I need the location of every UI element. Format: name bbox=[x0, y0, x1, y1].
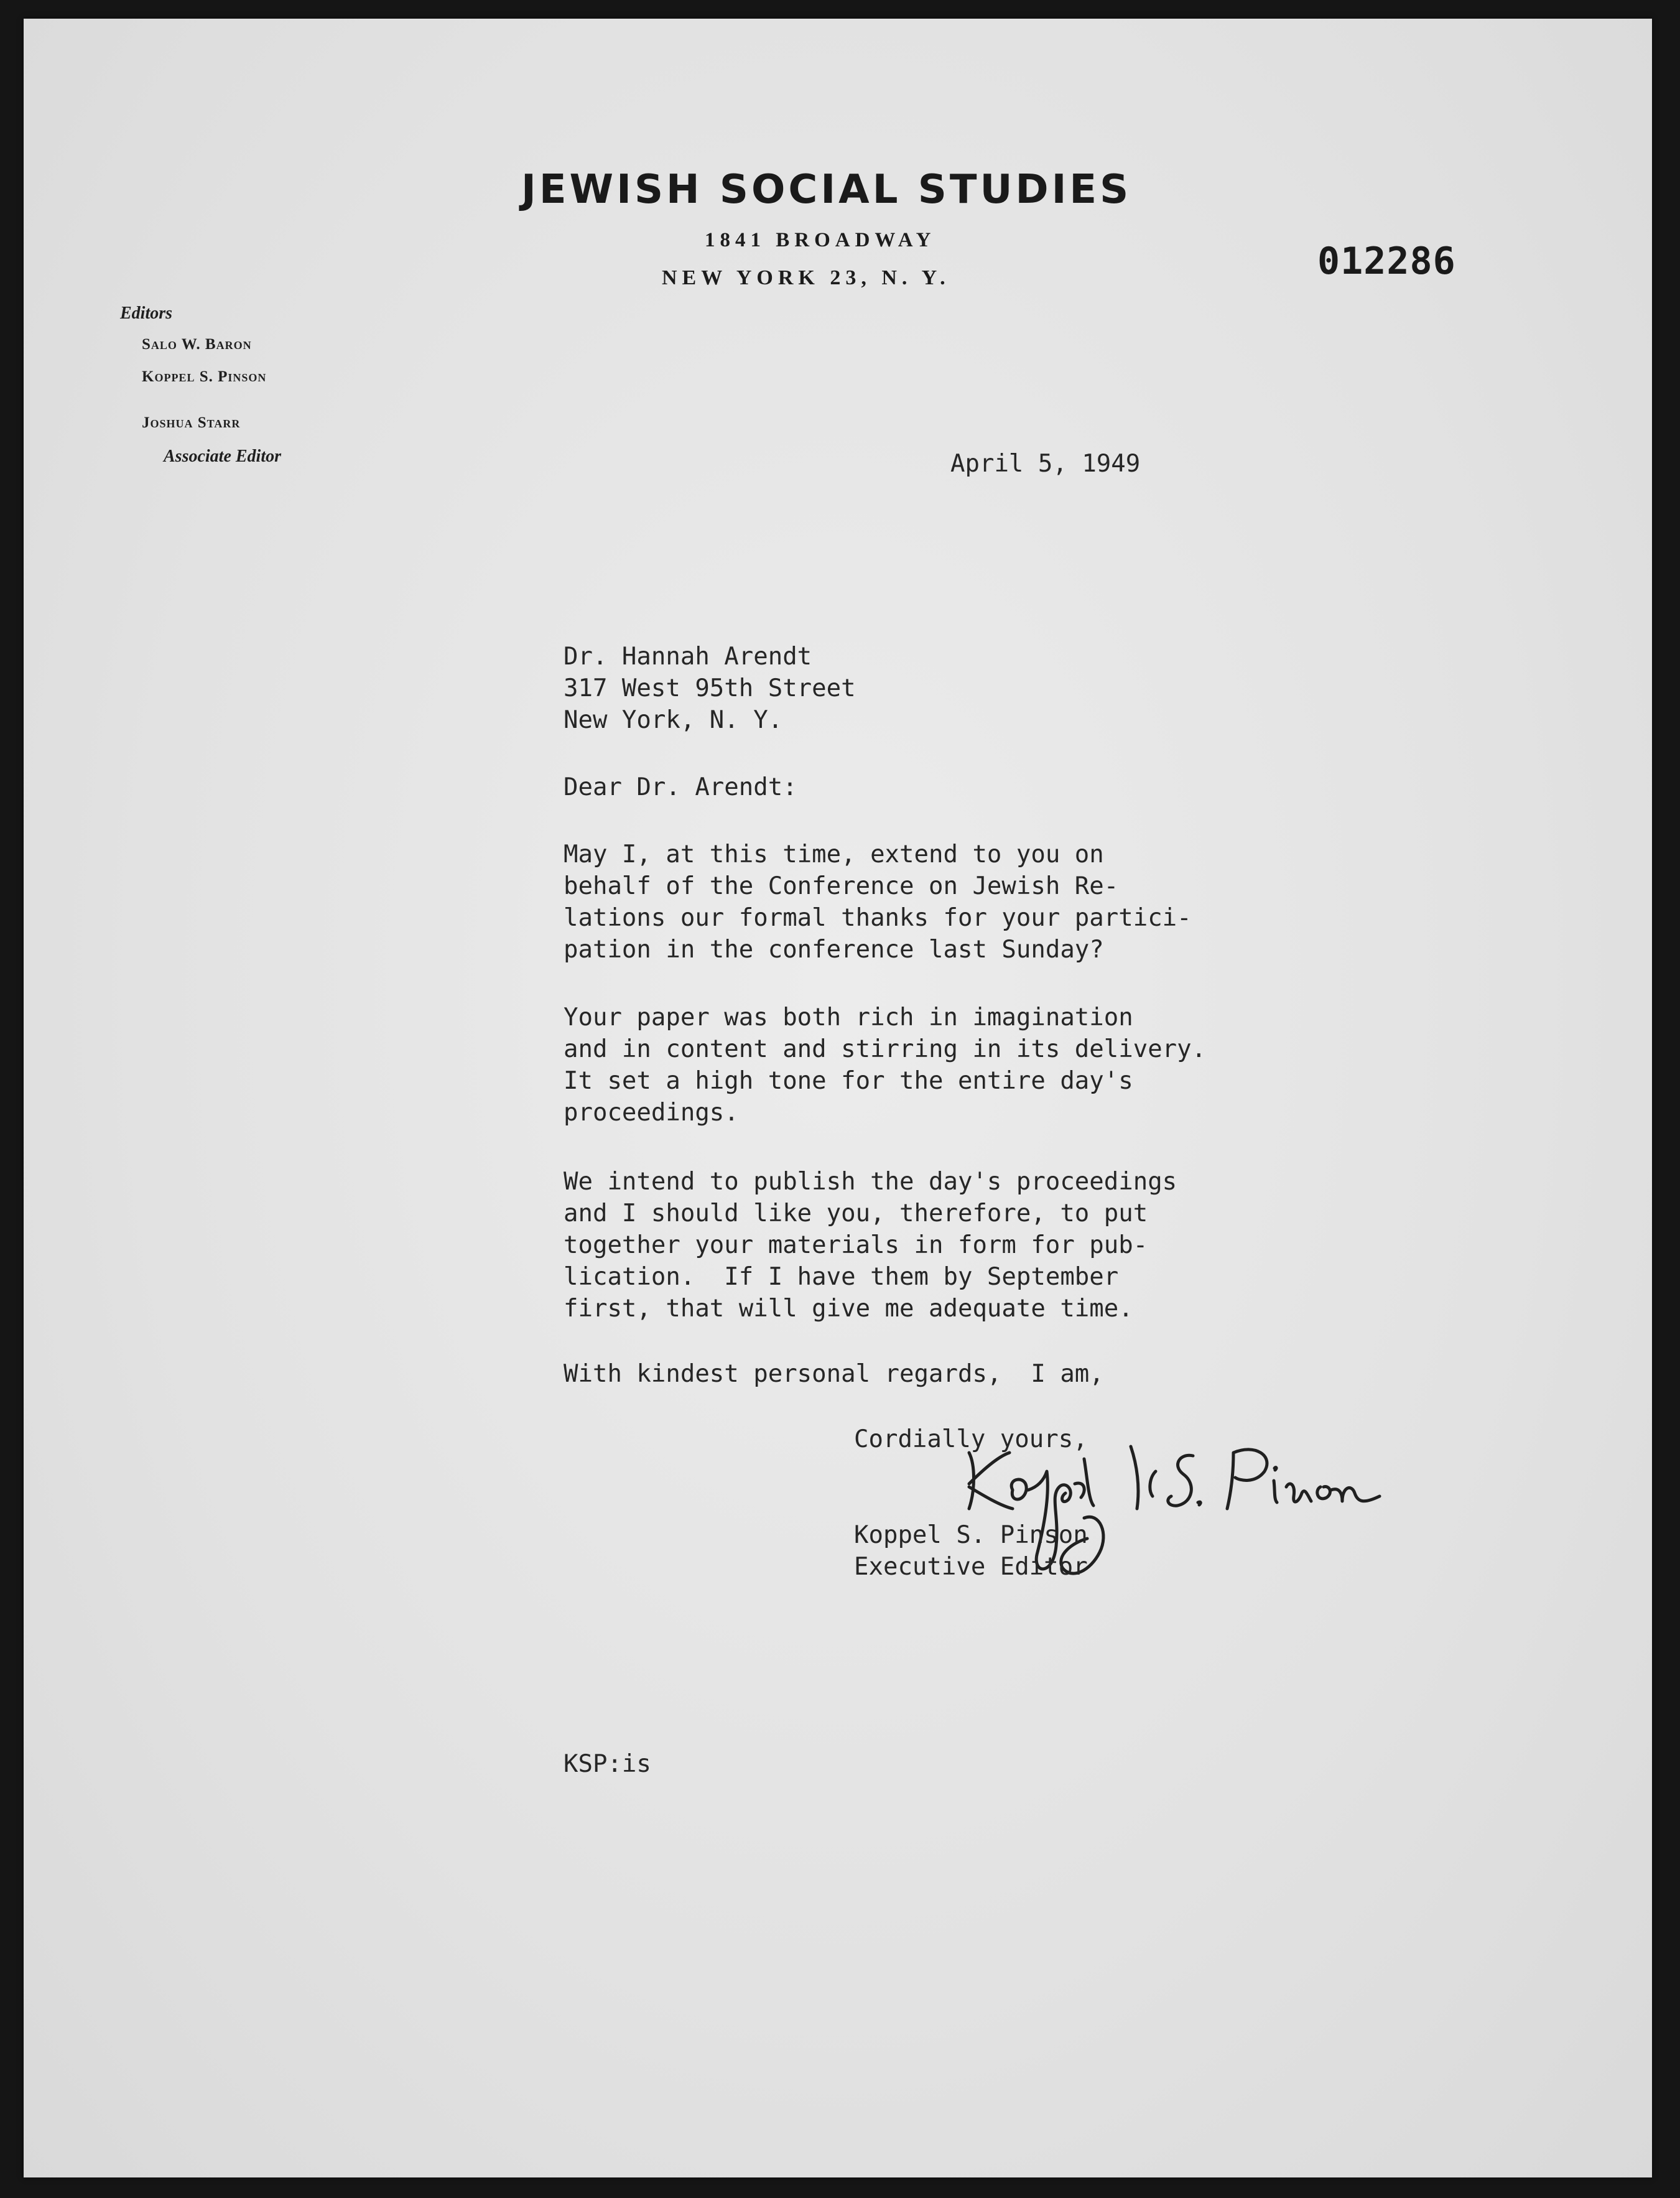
associate-editor-title: Associate Editor bbox=[164, 447, 282, 466]
body-line: proceedings. bbox=[564, 1099, 739, 1127]
recipient-line: 317 West 95th Street bbox=[564, 674, 856, 702]
editors-label: Editors bbox=[120, 304, 173, 323]
body-line: and in content and stirring in its delivery. bbox=[564, 1035, 1207, 1063]
body-line: pation in the conference last Sunday? bbox=[564, 936, 1104, 964]
body-line: and I should like you, therefore, to put bbox=[564, 1199, 1148, 1227]
recipient-line: New York, N. Y. bbox=[564, 706, 783, 734]
signer-name: Koppel S. Pinson bbox=[854, 1521, 1088, 1549]
salutation: Dear Dr. Arendt: bbox=[564, 773, 797, 801]
valediction: Cordially yours, bbox=[854, 1425, 1088, 1453]
signer-title: Executive Editor bbox=[854, 1553, 1088, 1581]
document-number-stamp: 012286 bbox=[1317, 240, 1456, 283]
letter-date: April 5, 1949 bbox=[950, 450, 1141, 478]
editor-baron: Salo W. Baron bbox=[142, 336, 252, 353]
body-line: first, that will give me adequate time. bbox=[564, 1295, 1133, 1323]
body-line: lication. If I have them by September bbox=[564, 1263, 1119, 1291]
typist-initials: KSP:is bbox=[564, 1750, 651, 1778]
body-line: May I, at this time, extend to you on bbox=[564, 841, 1104, 868]
letterhead-title: JEWISH SOCIAL STUDIES bbox=[521, 167, 1132, 213]
closing-line: With kindest personal regards, I am, bbox=[564, 1360, 1104, 1388]
body-line: together your materials in form for pub- bbox=[564, 1231, 1148, 1259]
body-line: It set a high tone for the entire day's bbox=[564, 1067, 1133, 1095]
letterhead-address-line1: 1841 BROADWAY bbox=[705, 229, 936, 251]
letter-page bbox=[24, 19, 1652, 2177]
body-line: lations our formal thanks for your partici- bbox=[564, 904, 1192, 932]
letterhead-address-line2: NEW YORK 23, N. Y. bbox=[662, 266, 950, 289]
editor-pinson: Koppel S. Pinson bbox=[142, 368, 267, 385]
body-line: We intend to publish the day's proceedings bbox=[564, 1168, 1177, 1196]
associate-editor-name: Joshua Starr bbox=[142, 414, 241, 431]
body-line: behalf of the Conference on Jewish Re- bbox=[564, 872, 1119, 900]
recipient-line: Dr. Hannah Arendt bbox=[564, 643, 812, 671]
body-line: Your paper was both rich in imagination bbox=[564, 1004, 1133, 1031]
